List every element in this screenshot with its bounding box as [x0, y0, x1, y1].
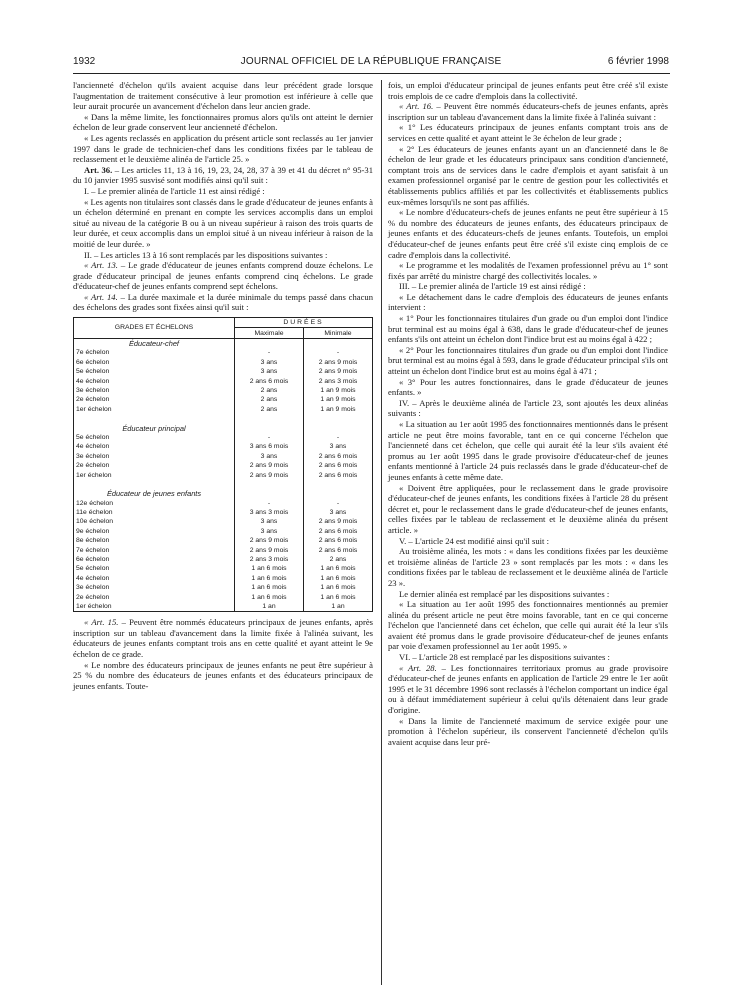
max-duration-cell: 1 an — [235, 602, 304, 612]
paragraph: « Les agents reclassés en application du présent article sont reclassés au 1er janvier 1997 dans le grade de technicien-chef dans les conditions fixées par le tableau de reclassement et le deuxième alinéa de l'article 25. » — [73, 132, 373, 165]
max-duration-cell: 2 ans 9 mois — [235, 545, 304, 554]
max-duration-cell: 1 an 6 mois — [235, 574, 304, 583]
max-duration-cell: 1 an 6 mois — [235, 592, 304, 601]
table-row — [74, 395, 373, 404]
empty-cell — [235, 338, 304, 348]
paragraph: « 2° Les éducateurs de jeunes enfants ayant un an d'ancienneté dans le 8e échelon de leur grade et les éducateurs principaux sans condition d'ancienneté, comptant trois ans de services dans le cadre d'emplois et ayant satisfait à un examen professionnel organisé par le centre de gestion pour les collectivités et établissements publics affiliés et par les collectivités et établissements publics eux-mêmes lorsqu'ils ne sont pas affiliés. — [388, 143, 668, 207]
spacer-cell — [74, 414, 235, 423]
empty-cell — [304, 489, 373, 498]
grades-header: GRADES ET ÉCHELONS — [74, 318, 235, 339]
page-number: 1932 — [73, 56, 96, 67]
echelon-cell: 6e échelon — [74, 555, 235, 564]
echelon-cell: 8e échelon — [74, 536, 235, 545]
article-label: « Art. 15. — [84, 617, 119, 628]
spacer-cell — [304, 414, 373, 423]
group-title: Éducateur-chef — [74, 338, 235, 348]
table-row — [74, 358, 373, 367]
empty-cell — [304, 338, 373, 348]
min-duration-cell: 2 ans 9 mois — [304, 358, 373, 367]
article-label: « Art. 16. — [399, 101, 434, 112]
table-row — [74, 470, 373, 479]
max-duration-cell: 3 ans 3 mois — [235, 508, 304, 517]
echelon-cell: 2e échelon — [74, 592, 235, 601]
echelon-cell: 7e échelon — [74, 545, 235, 554]
article-label: « Art. 28. — [399, 662, 437, 673]
paragraph: « 1° Pour les fonctionnaires titulaires d'un grade ou d'un emploi dont l'indice brut terminal est au moins égal à 638, dans le grade d'éducateur-chef de jeunes enfants s'ils ont atteint un échelon dont l'indice brut est au moins égal à 422 ; — [388, 313, 668, 345]
spacer-cell — [235, 414, 304, 423]
max-duration-cell: 2 ans 9 mois — [235, 536, 304, 545]
max-duration-cell: - — [235, 498, 304, 507]
article-text: – Peuvent être nommés éducateurs principaux de jeunes enfants, après inscription sur un tableau d'avancement dans la limite fixée à l'alinéa suivant, les éducateurs de jeunes enfants comptant trois ans en cette qualité et ayant atteint le 9e échelon de ce grade. — [73, 617, 373, 659]
table-row — [74, 498, 373, 507]
table-row — [74, 602, 373, 612]
max-duration-cell: 3 ans — [235, 358, 304, 367]
table-row — [74, 536, 373, 545]
article-28 — [388, 663, 668, 716]
min-duration-cell: 3 ans — [304, 442, 373, 451]
paragraph: l'ancienneté d'échelon qu'ils avaient acquise dans leur précédent grade lorsque l'augmentation de traitement consécutive à leur promotion est inférieure à celle que leur aurait procurée un avancement d'échelon dans leur ancien grade. — [73, 80, 373, 112]
min-duration-cell: 2 ans 6 mois — [304, 545, 373, 554]
min-duration-cell: 2 ans 6 mois — [304, 527, 373, 536]
max-duration-cell: 2 ans 9 mois — [235, 470, 304, 479]
table-row — [74, 508, 373, 517]
echelon-cell: 1er échelon — [74, 405, 235, 414]
article-label: Art. 36. — [84, 164, 113, 175]
durations-header: DURÉES — [235, 318, 373, 328]
echelon-cell: 7e échelon — [74, 348, 235, 357]
min-duration-cell: 2 ans 9 mois — [304, 367, 373, 376]
max-duration-cell: 2 ans — [235, 405, 304, 414]
echelon-cell: 3e échelon — [74, 583, 235, 592]
spacer-cell — [235, 480, 304, 489]
min-duration-cell: 1 an 9 mois — [304, 395, 373, 404]
issue-date: 6 février 1998 — [607, 56, 669, 67]
echelon-cell: 2e échelon — [74, 461, 235, 470]
paragraph: III. – Le premier alinéa de l'article 19 est ainsi rédigé : — [399, 281, 586, 292]
article-text: – Peuvent être nommés éducateurs-chefs de jeunes enfants, après inscription sur un tableau d'avancement dans la limite fixée à l'alinéa suivant : — [388, 101, 668, 122]
echelon-cell: 5e échelon — [74, 367, 235, 376]
table-row — [74, 386, 373, 395]
paragraph: Le dernier alinéa est remplacé par les dispositions suivantes : — [399, 588, 610, 599]
min-duration-cell: 1 an 6 mois — [304, 574, 373, 583]
echelon-cell: 1er échelon — [74, 470, 235, 479]
paragraph: « La situation au 1er août 1995 des fonctionnaires mentionnés dans le présent article ne peut être moins favorable, tant en ce qui concerne l'échelon que l'ancienneté dans cet échelon, que celle qui aurait été la leur s'ils avaient été promus au 1er août 1995 dans le grade provisoire d'éducateur-chef de jeunes enfants mentionné à l'article 24 puis reclassés dans le grade d'éducateur-chef de jeunes enfants à cette même date. — [388, 419, 668, 482]
max-duration-cell: 1 an 6 mois — [235, 583, 304, 592]
paragraph: « Le programme et les modalités de l'examen professionnel prévu au 1° sont fixés par arrêté du ministre chargé des collectivités locales. » — [388, 260, 668, 281]
group-title: Éducateur de jeunes enfants — [74, 489, 235, 498]
min-duration-cell: 2 ans 6 mois — [304, 452, 373, 461]
paragraph: « Dans la limite de l'ancienneté maximum de service exigée pour une promotion à l'échelon supérieur, ils conservent l'ancienneté d'échelon qu'ils avaient acquise dans leur pré- — [388, 715, 668, 747]
max-duration-cell: 2 ans 6 mois — [235, 376, 304, 385]
table-row — [74, 545, 373, 554]
min-duration-cell: 2 ans — [304, 555, 373, 564]
min-duration-cell: - — [304, 433, 373, 442]
paragraph: « Le détachement dans le cadre d'emplois des éducateurs de jeunes enfants intervient : — [388, 291, 668, 313]
max-duration-cell: 3 ans 6 mois — [235, 442, 304, 451]
paragraph: V. – L'article 24 est modifié ainsi qu'il suit : — [399, 535, 549, 546]
max-duration-cell: 2 ans 3 mois — [235, 555, 304, 564]
paragraph: « Les agents non titulaires sont classés dans le grade d'éducateur de jeunes enfants à un échelon déterminé en prenant en compte les services accomplis dans un emploi situé au niveau de la catégorie B ou à un niveau supérieur à raison des trois quarts de leur durée, et ceux accomplis dans un emploi situé à un niveau inférieur à raison de la moitié de leur durée. » — [73, 196, 373, 249]
echelon-cell: 1er échelon — [74, 602, 235, 612]
right-column — [388, 80, 668, 747]
max-duration-cell: 3 ans — [235, 367, 304, 376]
left-column — [73, 80, 373, 691]
paragraph: « Doivent être appliquées, pour le reclassement dans le grade provisoire d'éducateur-chef de jeunes enfants, les conditions fixées à l'article 28 du présent décret et, pour le reclassement dans le grade d'éducateur-chef de jeunes enfants, celles fixées par le tableau de reclassement et le deuxième alinéa du présent article. » — [388, 482, 668, 535]
paragraph: II. – Les articles 13 à 16 sont remplacés par les dispositions suivantes : — [84, 249, 328, 260]
paragraph: « 1° Les éducateurs principaux de jeunes enfants comptant trois ans de services en cette qualité et ayant atteint le 3e échelon de leur grade ; — [388, 122, 668, 143]
paragraph: « 2° Pour les fonctionnaires titulaires d'un grade ou d'un emploi dont l'indice brut terminal est au moins égal à 593, dans le grade d'éducateur principal s'ils ont atteint un échelon dont l'indice brut est au moins égal à 471 ; — [388, 344, 668, 377]
echelon-cell: 12e échelon — [74, 498, 235, 507]
paragraph: Au troisième alinéa, les mots : « dans les conditions fixées par les deuxième et troisième alinéas de l'article 23 » sont remplacés par les mots : « dans les conditions fixées par le tableau de reclassement et le deuxième alinéa de l'article 23 ». — [388, 546, 668, 588]
paragraph: « Dans la même limite, les fonctionnaires promus alors qu'ils ont atteint le dernier échelon de leur grade conservent leur ancienneté d'échelon. — [73, 111, 373, 133]
min-duration-cell: 1 an 6 mois — [304, 583, 373, 592]
echelon-cell: 4e échelon — [74, 376, 235, 385]
echelon-cell: 10e échelon — [74, 517, 235, 526]
table-row — [74, 442, 373, 451]
echelon-cell: 5e échelon — [74, 564, 235, 573]
echelon-cell: 6e échelon — [74, 358, 235, 367]
paragraph: VI. – L'article 28 est remplacé par les dispositions suivantes : — [399, 652, 610, 663]
article-14 — [73, 292, 373, 313]
echelon-cell: 2e échelon — [74, 395, 235, 404]
echelon-cell: 11e échelon — [74, 508, 235, 517]
paragraph: « La situation au 1er août 1995 des fonctionnaires mentionnés au premier alinéa du présent article ne peut être moins favorable, tant en ce qui concerne l'échelon que l'ancienneté dans cet échelon, que celle qui aurait été la leur s'ils avaient été promus dans le grade provisoire d'éducateur-chef de jeunes enfants par voie d'examen professionnel au 1er août 1995. » — [388, 599, 668, 652]
table-body — [74, 338, 373, 611]
echelon-cell: 9e échelon — [74, 527, 235, 536]
table-row — [74, 461, 373, 470]
max-duration-cell: - — [235, 433, 304, 442]
article-label: « Art. 14. — [84, 291, 118, 302]
spacer-cell — [74, 480, 235, 489]
group-title: Éducateur principal — [74, 423, 235, 432]
article-text: – La durée maximale et la durée minimale du temps passé dans chacun des échelons des grades sont fixées ainsi qu'il suit : — [73, 291, 373, 313]
min-duration-cell: 1 an 6 mois — [304, 564, 373, 573]
min-duration-cell: - — [304, 498, 373, 507]
durations-table — [73, 317, 373, 612]
max-duration-cell: 2 ans — [235, 386, 304, 395]
min-duration-cell: 2 ans 3 mois — [304, 376, 373, 385]
max-duration-cell: - — [235, 348, 304, 357]
max-duration-cell: 2 ans — [235, 395, 304, 404]
min-duration-cell: - — [304, 348, 373, 357]
empty-cell — [304, 423, 373, 432]
min-duration-cell: 2 ans 9 mois — [304, 517, 373, 526]
echelon-cell: 5e échelon — [74, 433, 235, 442]
max-duration-cell: 2 ans 9 mois — [235, 461, 304, 470]
min-header: Minimale — [304, 328, 373, 338]
echelon-cell: 3e échelon — [74, 386, 235, 395]
paragraph: fois, un emploi d'éducateur principal de jeunes enfants peut être créé s'il existe trois emplois de ce cadre d'emplois dans la collectivité. — [388, 80, 668, 101]
empty-cell — [235, 489, 304, 498]
min-duration-cell: 1 an 9 mois — [304, 386, 373, 395]
table-row — [74, 564, 373, 573]
min-duration-cell: 2 ans 6 mois — [304, 536, 373, 545]
max-duration-cell: 3 ans — [235, 527, 304, 536]
echelon-cell: 4e échelon — [74, 442, 235, 451]
max-duration-cell: 3 ans — [235, 517, 304, 526]
table-row — [74, 348, 373, 357]
echelon-cell: 4e échelon — [74, 574, 235, 583]
article-15 — [73, 617, 373, 659]
min-duration-cell: 3 ans — [304, 508, 373, 517]
paragraph: « 3° Pour les autres fonctionnaires, dans le grade d'éducateur de jeunes enfants. » — [388, 376, 668, 398]
right-paragraphs — [388, 122, 668, 662]
spacer-cell — [304, 480, 373, 489]
journal-title: JOURNAL OFFICIEL DE LA RÉPUBLIQUE FRANÇAISE — [240, 56, 502, 67]
table-row — [74, 367, 373, 376]
table-row — [74, 376, 373, 385]
article-text: – Le grade d'éducateur de jeunes enfants comprend douze échelons. Le grade d'éducateur principal de jeunes enfants comprend cinq échelons. Le grade d'éducateur-chef de jeunes enfants comprend sept échelons. — [73, 260, 373, 292]
paragraph: IV. – Après le deuxième alinéa de l'article 23, sont ajoutés les deux alinéas suivants : — [388, 397, 668, 419]
article-text: – Les articles 11, 13 à 16, 19, 23, 24, 28, 37 à 39 et 41 du décret n° 95-31 du 10 janvier 1995 susvisé sont modifiés ainsi qu'il suit : — [73, 164, 373, 186]
paragraph: « Le nombre des éducateurs principaux de jeunes enfants ne peut être supérieur à 25 % du nombre des éducateurs de jeunes enfants et des éducateurs principaux de jeunes enfants. Toute- — [73, 659, 373, 691]
max-duration-cell: 3 ans — [235, 452, 304, 461]
header-rule — [73, 73, 670, 74]
min-duration-cell: 2 ans 6 mois — [304, 470, 373, 479]
article-text: – Les fonctionnaires territoriaux promus au grade provisoire d'éducateur-chef de jeunes enfants en application de l'article 29 entre le 1er août 1995 et le 31 décembre 1996 sont reclassés à l'échelon comportant un indice égal ou à défaut immédiatement supérieur à celui qu'ils détenaient dans leur grade d'origine. — [388, 662, 669, 716]
table-row — [74, 527, 373, 536]
page-header — [73, 56, 669, 72]
min-duration-cell: 1 an 9 mois — [304, 405, 373, 414]
article-label: « Art. 13. — [84, 260, 118, 271]
min-duration-cell: 1 an 6 mois — [304, 592, 373, 601]
max-header: Maximale — [235, 328, 304, 338]
table-row — [74, 555, 373, 564]
paragraph: « Le nombre d'éducateurs-chefs de jeunes enfants ne peut être supérieur à 15 % du nombre des éducateurs de jeunes enfants, des éducateurs principaux de jeunes enfants et des éducateurs-chefs de jeunes enfants. Toutefois, un emploi d'éducateur-chef de jeunes enfants peut être créé s'il existe cinq emplois de ce cadre d'emplois dans la collectivité. — [388, 207, 668, 260]
table-row — [74, 433, 373, 442]
table-row — [74, 592, 373, 601]
table-row — [74, 452, 373, 461]
echelon-cell: 3e échelon — [74, 452, 235, 461]
table-row — [74, 583, 373, 592]
min-duration-cell: 1 an — [304, 602, 373, 612]
table-row — [74, 517, 373, 526]
column-divider — [381, 80, 382, 985]
empty-cell — [235, 423, 304, 432]
max-duration-cell: 1 an 6 mois — [235, 564, 304, 573]
article-36 — [73, 165, 373, 186]
table-row — [74, 405, 373, 414]
table-row — [74, 574, 373, 583]
article-16 — [388, 101, 668, 122]
min-duration-cell: 2 ans 6 mois — [304, 461, 373, 470]
paragraph: I. – Le premier alinéa de l'article 11 est ainsi rédigé : — [84, 185, 265, 196]
article-13 — [73, 260, 373, 292]
